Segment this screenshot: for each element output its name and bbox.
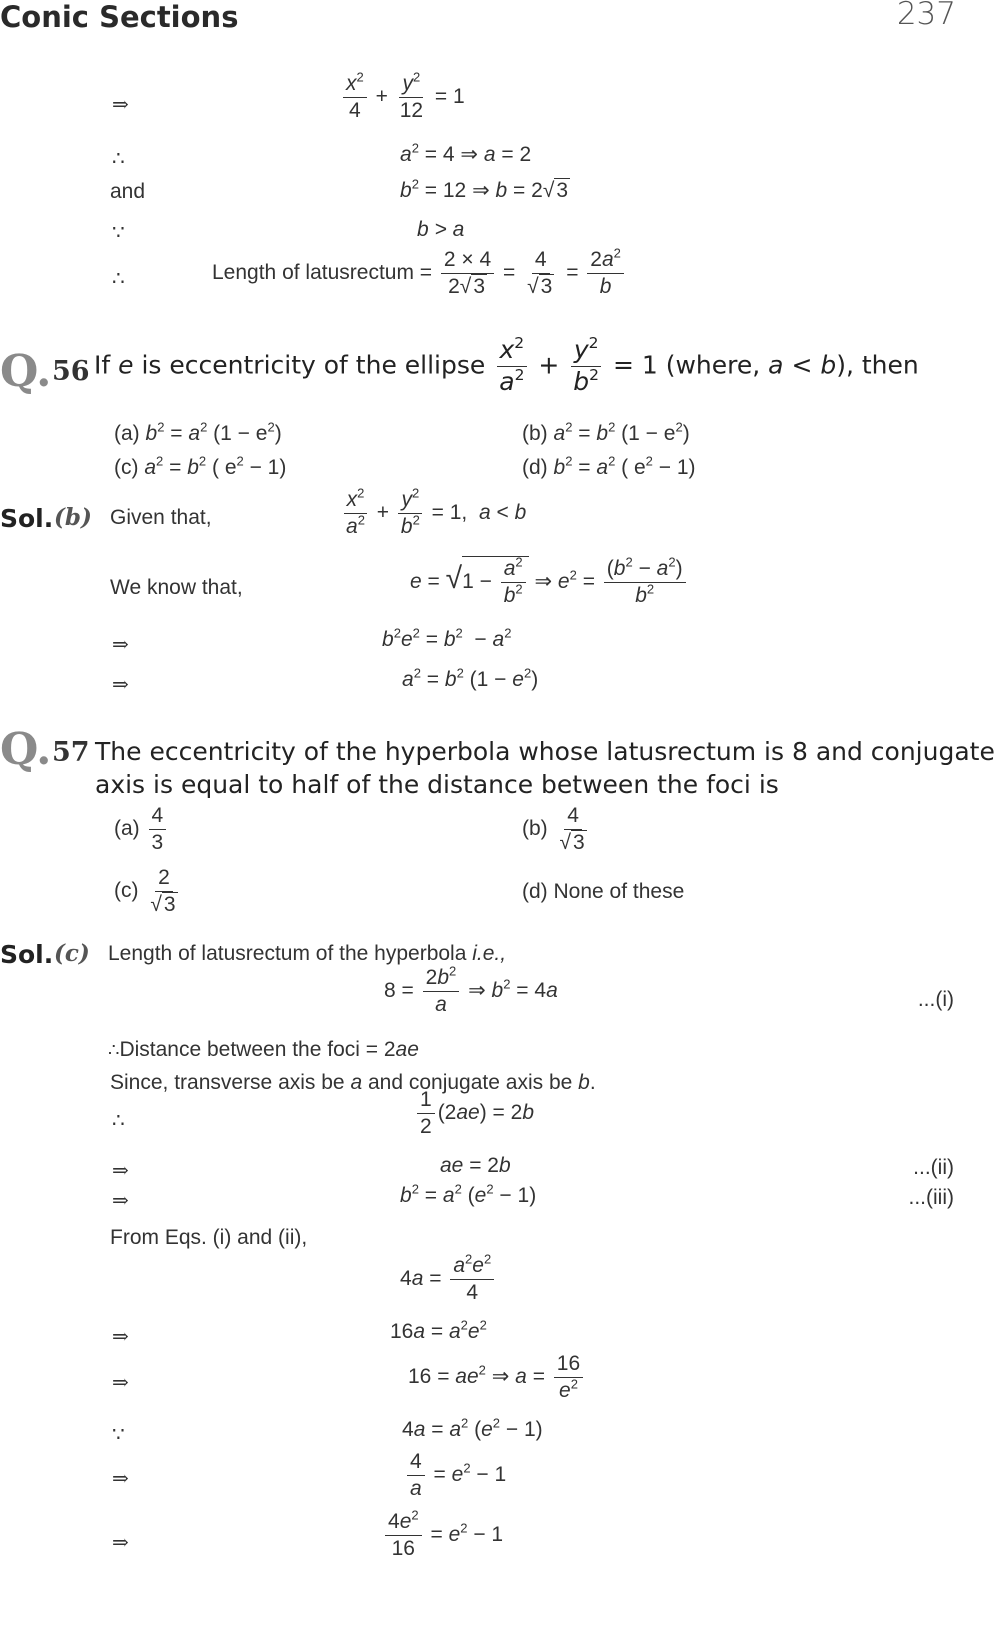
and-label: and — [110, 180, 146, 203]
b-greater-a: b > a — [417, 218, 465, 241]
step-equation: $\frac{4}{a}$ = $e^2 - 1$ — [404, 1450, 506, 1501]
because-symbol: ∵ — [112, 1422, 125, 1446]
page-number: 237 — [896, 0, 956, 32]
equation-b: $b^2 = 12$ ⇒ b = 2√3 — [400, 176, 569, 202]
solution-label: Sol. — [0, 504, 54, 533]
ellipse-equation: $\frac{x^2}{4}$ + $\frac{y^2}{12}$ = 1 — [340, 72, 465, 123]
therefore-symbol: ∴ — [112, 266, 125, 290]
solution-answer: (c) — [54, 940, 90, 967]
question-number: 56 — [52, 356, 90, 387]
step-equation: $16 = ae^2$ ⇒ a = $\frac{16}{e^2}$ — [408, 1352, 586, 1403]
implies-symbol: ⇒ — [112, 1324, 129, 1348]
step-equation: 4a = $\frac{a^2e^2}{4}$ — [400, 1254, 497, 1305]
option-c: (c) $\frac{2}{√3}$ — [114, 866, 176, 917]
implies-symbol: ⇒ — [112, 1370, 129, 1394]
option-b: (b) $\frac{4}{√3}$ — [522, 804, 585, 855]
half-foci-equation: $\frac{1}{2}$ (2ae) = 2b — [414, 1088, 534, 1139]
we-know-label: We know that, — [110, 576, 243, 599]
page-title: Conic Sections — [0, 0, 239, 34]
option-d: (d) $b^2 = a^2$ ( $e^2 - 1$) — [522, 453, 696, 479]
implies-symbol: ⇒ — [112, 92, 129, 116]
because-symbol: ∵ — [112, 220, 125, 244]
equation-label: ...(ii) — [913, 1156, 954, 1179]
option-d: (d) None of these — [522, 880, 685, 903]
implies-symbol: ⇒ — [112, 632, 129, 656]
equation-a: $a^2 = 4$ ⇒ a = 2 — [400, 140, 532, 166]
option-a: (a) $b^2 = a^2$ $(1 - e^2)$ — [114, 419, 282, 445]
equation-label: ...(i) — [917, 988, 954, 1011]
option-a: (a) $\frac{4}{3}$ — [114, 804, 169, 855]
hyperbola-relation: $b^2 = a^2$ $(e^2 - 1)$ — [400, 1181, 537, 1207]
eccentricity-formula: e = √1 − $\frac{a^2}{b^2}$ ⇒ $e^2$ = $\frac{(b^2 - a^2)}{b^2}$ — [410, 556, 689, 608]
implies-symbol: ⇒ — [112, 1530, 129, 1554]
equation-label: ...(iii) — [908, 1186, 954, 1209]
implies-symbol: ⇒ — [112, 1188, 129, 1212]
question-text-line1: The eccentricity of the hyperbola whose latusrectum is 8 and conjugate — [95, 737, 995, 766]
question-text: If e is eccentricity of the ellipse $\frac{x^2}{a^2}$ + $\frac{y^2}{b^2}$ = 1 (where, a < b), then — [94, 333, 919, 396]
latus-equation: 8 = $\frac{2b^2}{a}$ ⇒ $b^2 = 4a$ — [384, 963, 558, 1017]
step-equation: $b^2e^2 = b^2 - a^2$ — [382, 625, 512, 651]
implies-symbol: ⇒ — [112, 672, 129, 696]
given-equation: $\frac{x^2}{a^2}$ + $\frac{y^2}{b^2}$ = 1, a < b — [340, 488, 526, 539]
option-c: (c) $a^2 = b^2$ ( $e^2 - 1$) — [114, 453, 287, 479]
latus-rectum-result: Length of latusrectum = $\frac{2 \times 4}{2√3}$ = $\frac{4}{√3}$ = $\frac{2a^2}{b}$ — [212, 248, 627, 299]
ae-equation: ae = 2b — [440, 1154, 511, 1177]
solution-answer: (b) — [54, 504, 92, 531]
option-b: (b) $a^2 = b^2$ $(1 - e^2)$ — [522, 419, 690, 445]
foci-distance-text: ∴Distance between the foci = 2ae — [108, 1038, 419, 1061]
step-equation: $\frac{4e^2}{16}$ = $e^2 - 1$ — [382, 1510, 503, 1561]
step-equation: $4a = a^2$ $(e^2 - 1)$ — [402, 1415, 543, 1441]
step-equation: $a^2 = b^2$ $(1 - e^2)$ — [402, 665, 539, 691]
solution-text: Length of latusrectum of the hyperbola i.e., — [108, 942, 507, 965]
solution-label: Sol. — [0, 940, 54, 969]
from-eqs-text: From Eqs. (i) and (ii), — [110, 1226, 308, 1249]
implies-symbol: ⇒ — [112, 1466, 129, 1490]
implies-symbol: ⇒ — [112, 1158, 129, 1182]
question-text-line2: axis is equal to half of the distance between the foci is — [95, 770, 779, 799]
therefore-symbol: ∴ — [112, 146, 125, 170]
given-label: Given that, — [110, 506, 212, 529]
therefore-symbol: ∴ — [112, 1108, 125, 1132]
step-equation: $16a = a^2e^2$ — [390, 1317, 487, 1343]
question-number: 57 — [52, 737, 90, 768]
question-marker: Q. — [0, 346, 52, 397]
axis-text: Since, transverse axis be a and conjugate axis be b. — [110, 1071, 596, 1094]
question-marker: Q. — [0, 724, 52, 775]
